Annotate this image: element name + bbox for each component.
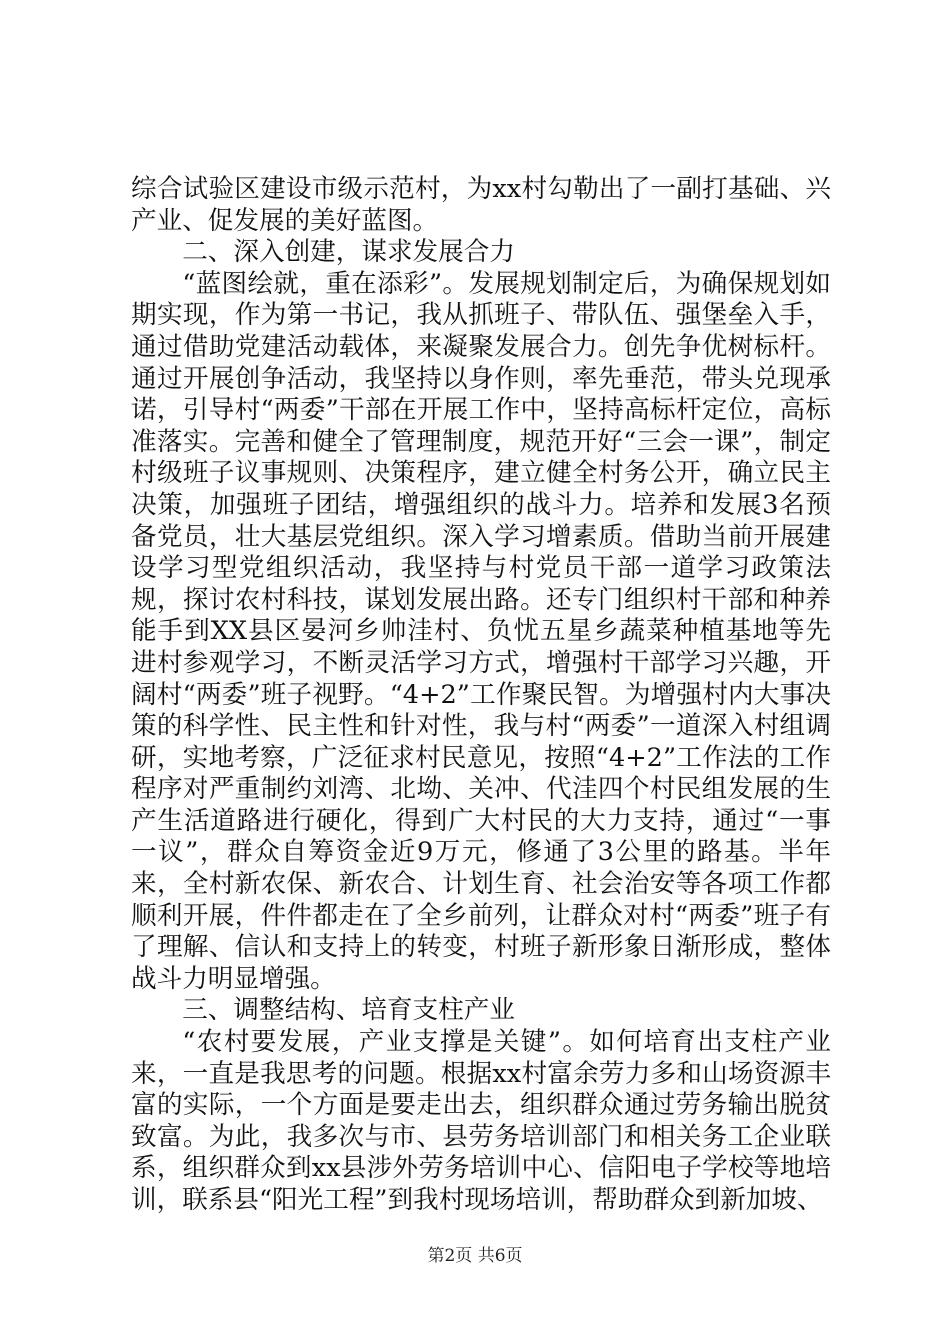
paragraph-section-2: “蓝图绘就，重在添彩”。发展规划制定后，为确保规划如期实现，作为第一书记，我从抓班子、带队伍、强堡垒入手，通过借助党建活动载体，来凝聚发展合力。创先争优树标杆。通过开展创争活动，我坚持以身作则，率先垂范，带头兑现承诺，引导村“两委”干部在开展工作中，坚持高标杆定位，高标准落实。完善和健全了管理制度，规范开好“三会一课”，制定村级班子议事规则、决策程序，建立健全村务公开，确立民主决策，加强班子团结，增强组织的战斗力。培养和发展3名预备党员，壮大基层党组织。深入学习增素质。借助当前开展建设学习型党组织活动，我坚持与村党员干部一道学习政策法规，探讨农村科技，谋划发展出路。还专门组织村干部和种养能手到XX县区晏河乡帅洼村、负忧五星乡蔬菜种植基地等先进村参观学习，不断灵活学习方式，增强村干部学习兴趣，开阔村“两委”班子视野。“4+2”工作聚民智。为增强村内大事决策的科学性、民主性和针对性，我与村“两委”一道深入村组调研，实地考察，广泛征求村民意见，按照“4+2”工作法的工作程序对严重制约刘湾、北坳、关冲、代洼四个村民组发展的生产生活道路进行硬化，得到广大村民的大力支持，通过“一事一议”，群众自筹资金近9万元，修通了3公里的路基。半年来，全村新农保、新农合、计划生育、社会治安等各项工作都顺利开展，件件都走在了全乡前列，让群众对村“两委”班子有了理解、信认和支持上的转变，村班子新形象日渐形成，整体战斗力明显增强。: [131, 268, 831, 994]
page-number-label: 第2页 共6页: [427, 1246, 523, 1266]
paragraph-section-3: “农村要发展，产业支撑是关键”。如何培育出支柱产业来，一直是我思考的问题。根据xx村富余劳力多和山场资源丰富的实际，一个方面是要走出去，组织群众通过劳务输出脱贫致富。为此，我多次与市、县劳务培训部门和相关务工企业联系，组织群众到xx县涉外劳务培训中心、信阳电子学校等地培训，联系县“阳光工程”到我村现场培训，帮助群众到新加坡、: [131, 1027, 831, 1215]
document-body: [131, 174, 831, 1217]
section-heading-2: 二、深入创建，谋求发展合力: [182, 237, 515, 268]
section-heading-3: 三、调整结构、培育支柱产业: [182, 995, 515, 1026]
page-footer: [0, 1245, 950, 1267]
paragraph-intro: 综合试验区建设市级示范村，为xx村勾勒出了一副打基础、兴产业、促发展的美好蓝图。: [131, 174, 831, 236]
